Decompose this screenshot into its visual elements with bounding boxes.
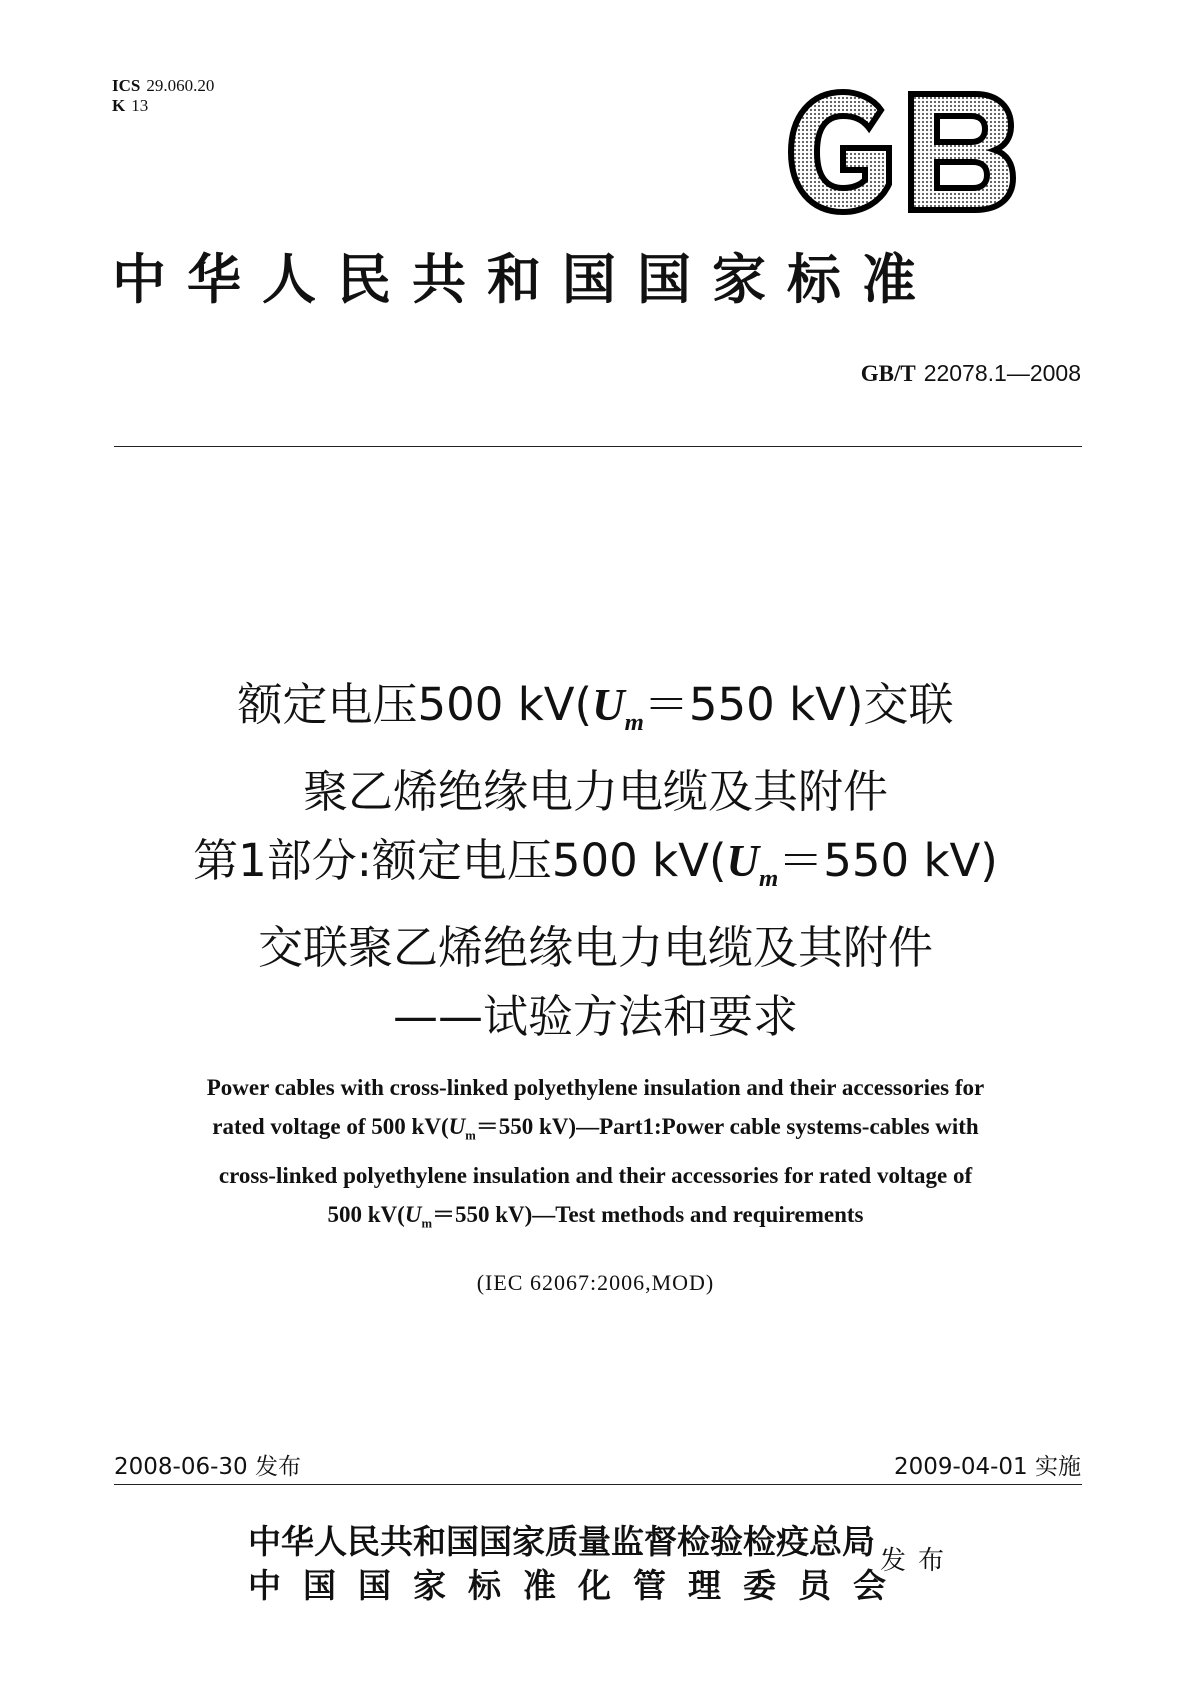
national-standard-title: 中华人民共和国国家标准: [112, 248, 937, 311]
ics-code: [112, 76, 214, 96]
top-divider: [114, 446, 1082, 447]
standard-number-value: 22078.1—2008: [923, 360, 1081, 386]
issue-date: 2008-06-30 发布: [114, 1454, 301, 1480]
en-title-line-2: rated voltage of 500 $kV(U_m=550$ kV)—Part1:Power cable systems-cables with: [212, 1114, 979, 1143]
zh-title-line-4: 交联聚乙烯绝缘电力电缆及其附件: [257, 921, 933, 974]
chinese-title: [100, 670, 1091, 1051]
k-label: K: [112, 96, 126, 115]
issuer-action: 发布: [880, 1546, 957, 1576]
english-title: [118, 1068, 1073, 1243]
issuer-line-1: 中华人民共和国国家质量监督检验检疫总局: [248, 1522, 875, 1561]
zh-title-line-3: 第1部分:额定电压500 $kV(U_m=550$ kV): [193, 834, 998, 892]
en-title-line-4: 500 $kV(U_m=550$ kV)—Test methods and requirements: [327, 1201, 864, 1231]
en-title-line-3: cross-linked polyethylene insulation and their accessories for rated voltage of: [218, 1162, 973, 1188]
zh-title-line-1: 额定电压500 $kV(U_m=550$ kV)交联: [237, 678, 954, 736]
iec-reference: (IEC 62067:2006,MOD): [476, 1270, 715, 1295]
issuer-line-2: 中国国家标准化管理委员会: [248, 1566, 908, 1605]
standard-prefix: GB/T: [860, 361, 916, 386]
issuing-authorities: [248, 1520, 908, 1608]
k-code: [112, 96, 214, 116]
standard-number: [861, 360, 1081, 387]
zh-title-line-5: ——试验方法和要求: [392, 990, 798, 1043]
bottom-divider: [114, 1484, 1082, 1485]
ics-label: ICS: [112, 76, 141, 95]
ics-value: 29.060.20: [146, 76, 215, 95]
en-title-line-1: Power cables with cross-linked polyethylene insulation and their accessories for: [206, 1075, 985, 1100]
zh-title-line-2: 聚乙烯绝缘电力电缆及其附件: [302, 765, 888, 818]
gb-logo: [785, 88, 1017, 216]
k-value: 13: [131, 96, 149, 115]
effective-date: 2009-04-01 实施: [894, 1454, 1081, 1480]
classification-codes: [112, 76, 214, 116]
